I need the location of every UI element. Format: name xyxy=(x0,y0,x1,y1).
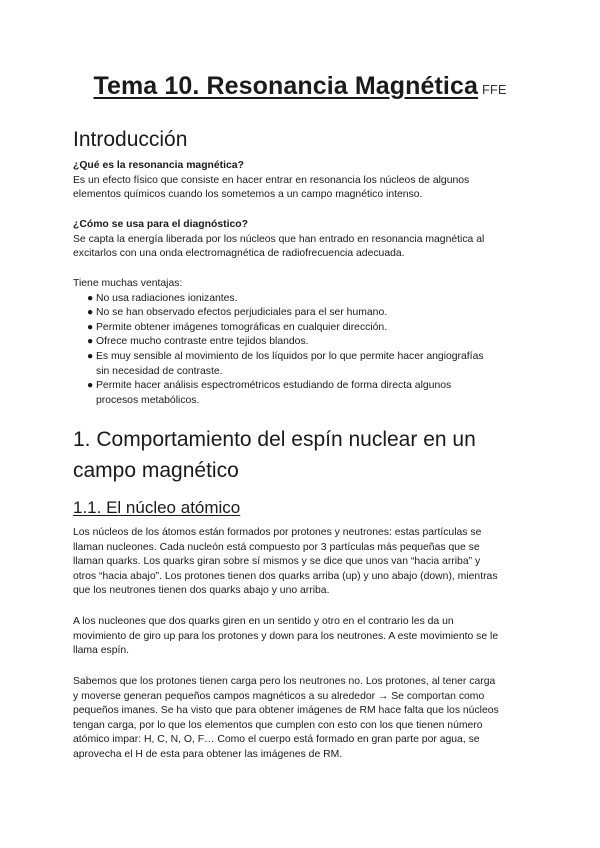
advantages-intro: Tiene muchas ventajas: xyxy=(73,278,183,289)
paragraph-nucleons xyxy=(73,526,543,599)
paragraph-line: aprovecha el H de esta para obtener las imágenes de RM. xyxy=(73,748,343,760)
paragraph-line: movimiento de giro up para los protones y down para los neutrones. A este movimiento se le xyxy=(73,630,499,642)
paragraph-line: tengan carga, por lo que los elementos que cumplen con esto con los que tienen número xyxy=(73,719,483,731)
list-item: ● Es muy sensible al movimiento de los líquidos por lo que permite hacer angiografías sin necesidad de contraste. xyxy=(87,350,484,377)
bullet-icon: ● xyxy=(87,307,94,319)
paragraph-line: que los neutrones tienen dos quarks abajo y uno arriba. xyxy=(73,585,330,597)
paragraph-line: atómico impar: H, C, N, O, F… Como el cuerpo está formado en gran parte por agua, se xyxy=(73,734,480,746)
title-row xyxy=(0,72,600,101)
bullet-icon: ● xyxy=(87,336,94,348)
paragraph-line: otros “hacia abajo”. Los protones tienen dos quarks arriba (up) y uno abajo (down), mientras xyxy=(73,570,498,582)
list-item: ● No usa radiaciones ionizantes. xyxy=(73,292,533,307)
paragraph-line: pequeños imanes. Se ha visto que para obtener imágenes de RM hace falta que los núcleos xyxy=(73,705,499,717)
paragraph-charge xyxy=(73,675,543,763)
intro-heading: Introducción xyxy=(73,128,188,151)
list-item: ● Permite hacer análisis espectrométricos estudiando de forma directa algunos procesos metabólicos. xyxy=(87,380,452,406)
paragraph-line: llaman quarks. Los quarks giran sobre sí mismos y se dice que unos van “hacia arriba” y xyxy=(73,556,481,568)
advantages-block xyxy=(73,277,533,408)
section-1-heading xyxy=(73,426,476,485)
answer-how-used-line-2: excitarlos con una onda electromagnética de radiofrecuencia adecuada. xyxy=(73,248,405,260)
bullet-icon: ● xyxy=(87,350,94,362)
subsection-1-1-heading: 1.1. El núcleo atómico xyxy=(73,498,241,517)
paragraph-line: y moverse generan pequeños campos magnéticos a su alrededor → Se comportan como xyxy=(73,690,485,702)
list-item: ● No se han observado efectos perjudiciales para el ser humano. xyxy=(73,306,533,321)
paragraph-line: llama espín. xyxy=(73,645,130,657)
section-1-heading-line-2: campo magnético xyxy=(73,459,239,482)
answer-what-is-line-2: elementos químicos cuando los sometemos a un campo magnético intenso. xyxy=(73,189,423,201)
answer-what-is-line-1: Es un efecto físico que consiste en hacer entrar en resonancia los núcleos de algunos xyxy=(73,174,470,186)
section-1-heading-line-1: 1. Comportamiento del espín nuclear en un xyxy=(73,428,476,451)
intro-q2-block xyxy=(73,218,533,262)
paragraph-line: Sabemos que los protones tienen carga pero los neutrones no. Los protones, al tener carga xyxy=(73,676,496,687)
list-item: ● Permite obtener imágenes tomográficas en cualquier dirección. xyxy=(73,321,533,336)
question-what-is: ¿Qué es la resonancia magnética? xyxy=(73,160,244,171)
list-item: ● Ofrece mucho contraste entre tejidos blandos. xyxy=(73,335,533,350)
question-how-used: ¿Cómo se usa para el diagnóstico? xyxy=(73,219,248,230)
paragraph-spin xyxy=(73,615,543,659)
paragraph-line: A los nucleones que dos quarks giren en un sentido y otro en el contrario les da un xyxy=(73,616,454,627)
bullet-icon: ● xyxy=(87,380,94,392)
advantages-list xyxy=(73,292,533,409)
intro-q1-block xyxy=(73,159,533,203)
answer-how-used-line-1: Se capta la energía liberada por los núcleos que han entrado en resonancia magnética al xyxy=(73,233,485,245)
title-tag: FFE xyxy=(481,82,507,97)
page-title: Tema 10. Resonancia Magnética xyxy=(93,72,478,100)
paragraph-line: llaman nucleones. Cada nucleón está compuesto por 3 partículas más pequeñas que se xyxy=(73,541,480,553)
paragraph-line: Los núcleos de los átomos están formados por protones y neutrones: estas partículas se xyxy=(73,527,482,538)
bullet-icon: ● xyxy=(87,292,94,304)
bullet-icon: ● xyxy=(87,321,94,333)
